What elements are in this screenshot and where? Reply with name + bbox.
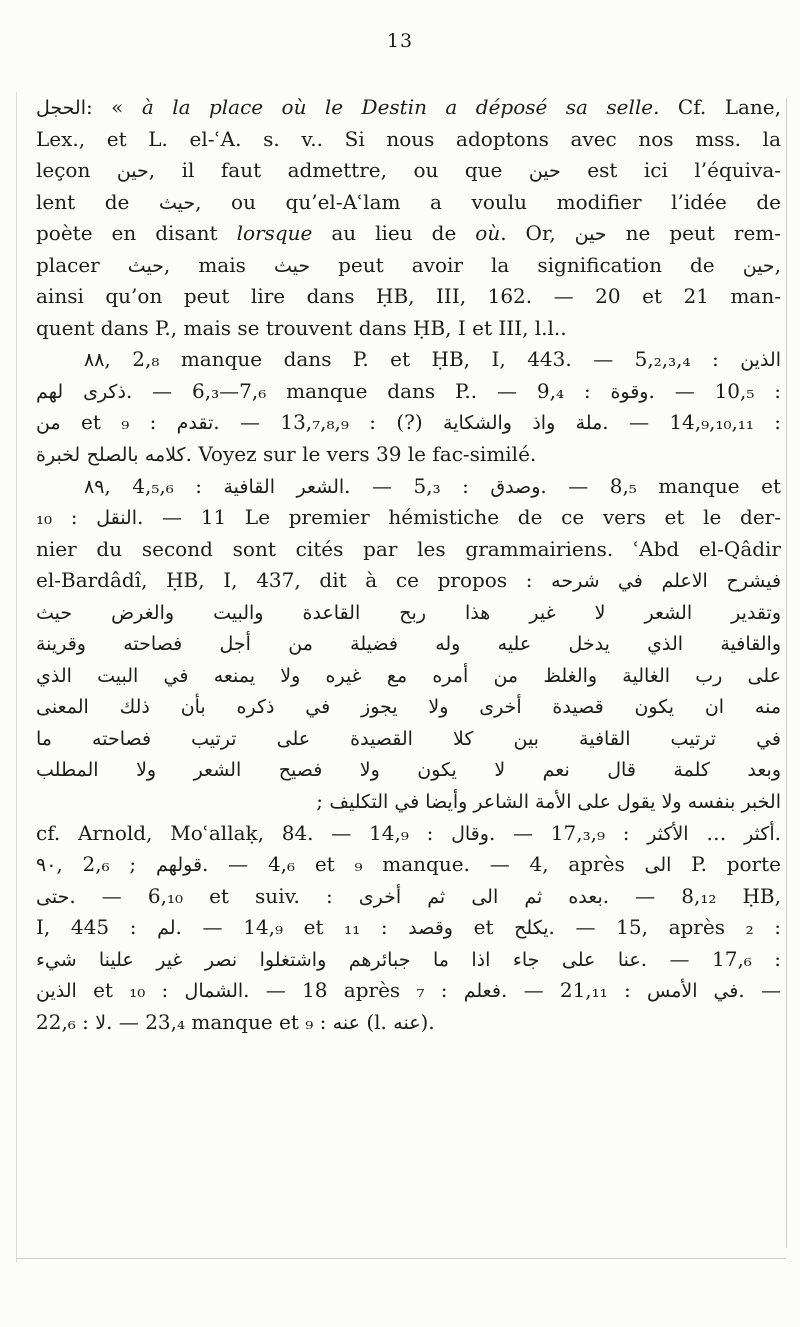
text-run: au lieu de [312,221,476,246]
text-line [36,250,781,282]
arabic-word: ٨٨ [84,349,105,372]
text-line [36,723,781,755]
footnotes-body [36,92,781,1038]
text-run: ; [316,789,330,814]
text-line [36,660,781,692]
arabic-word: في شرحه [551,570,643,593]
text-line [36,691,781,723]
text-run: , [774,252,781,277]
text-line [36,92,781,124]
text-run: , 2,₆ ; [56,852,156,877]
text-run [490,947,512,971]
text-run: . — 14,₉,₁₀,₁₁ : [602,410,781,435]
arabic-word: واذ [532,412,556,435]
text-run: . — 17,₆ : [640,946,781,971]
text-run [401,884,427,908]
text-line [36,471,781,503]
arabic-word: لخبرة [36,444,81,467]
arabic-word: النقل [96,507,137,530]
text-line [36,628,781,660]
arabic-word: والقافية الذي يدخل عليه وله فضيلة من أجل فصاحته وقرينة [36,633,781,656]
text-run [449,947,471,971]
arabic-word: حيث [127,254,164,277]
italic-text: où [475,221,501,246]
arabic-word: وصدق [490,475,541,498]
text-run: , il faut admettre, ou que [148,158,529,183]
arabic-word: بالصلح [86,444,139,467]
arabic-word: ذكرى [83,380,126,403]
text-run: peut avoir la signification de [310,252,743,277]
text-run [555,410,575,434]
arabic-word: فيشرح [726,570,781,593]
arabic-word: الخبر بنفسه ولا يقول على الأمة الشاعر وأيضا في التكليف [329,791,781,814]
text-line [36,786,781,818]
text-line [36,597,781,629]
arabic-word: عنه [332,1011,360,1034]
arabic-word: جاء [512,948,540,971]
text-run [542,884,568,908]
text-run [512,410,532,434]
text-run: et [452,915,515,940]
arabic-word: في الأمس [646,980,739,1003]
text-run: cf. Arnold, Moʿallaḳ, 84. — 14,₉ : [36,820,452,845]
arabic-word: الى [644,854,672,877]
text-line [36,975,781,1007]
arabic-word: عنه [393,1011,421,1034]
italic-text: à la place où le Destin a déposé sa selle. [141,95,660,119]
text-run: . — 8,₁₂ ḤB, [602,883,781,908]
text-run [708,568,727,592]
text-run: el-Bardâdî, ḤB, I, 437, dit à ce propos : [36,568,552,593]
arabic-word: اذا [471,948,491,971]
arabic-word: والشكاية [443,412,512,435]
arabic-word: لم [157,917,176,940]
text-run: 22,₆ : [36,1009,96,1034]
text-line [36,313,781,345]
arabic-word: جبائرهم [348,948,411,971]
text-run: , ou qu’el-Aʿlam a voulu modifier l’idée de [195,189,781,214]
text-run: . — 10,₅ : [648,378,781,403]
arabic-word: وقال [451,822,489,845]
text-run: . — 17,₃,₉ : [488,820,648,845]
arabic-word: لا [95,1011,107,1034]
arabic-word: علينا شيء [36,948,134,971]
text-run: . — 13,₇,₈,₉ : (?) [213,410,444,435]
text-run: . — 23,₄ manque et ₉ : [106,1009,333,1034]
text-run: . — 4,₆ et ₉ manque. — 4, après [202,852,645,877]
arabic-word: ملة [575,412,603,435]
arabic-word: الشمال [184,980,244,1003]
arabic-word: واشتغلوا [259,948,327,971]
arabic-word: أكثر [744,822,775,845]
arabic-word: ٩٠ [36,854,57,877]
text-run [182,947,204,971]
arabic-word: غير [156,948,183,971]
text-run: (l. [360,1009,394,1034]
text-run: P. porte [671,852,781,877]
text-run: . — [738,978,781,1003]
arabic-word: أخرى [358,885,402,908]
arabic-word: بعده [568,885,603,908]
text-run [275,474,297,498]
text-run [410,947,432,971]
text-run [326,947,348,971]
text-run: ainsi qu’on peut lire dans ḤB, III, 162. — 20 et 21 man- [36,284,781,309]
text-run: . — 21,₁₁ : [500,978,647,1003]
text-line [36,407,781,439]
text-line [36,187,781,219]
arabic-word: من [36,412,61,435]
arabic-word: وبعد كلمة قال نعم لا يكون ولا فصيح الشعر ولا المطلب [36,759,781,782]
arabic-word: ثم [524,885,543,908]
text-line [36,376,781,408]
text-line [36,881,781,913]
text-run: . Or, [500,221,575,246]
arabic-word: حين [528,160,561,183]
page-frame-left-rule [16,92,17,1262]
page-frame-right-rule [786,98,787,1248]
arabic-word: على رب الغالية والغلظ من أمره مع غيره ولا يمنعه في البيت الذي [36,664,781,687]
arabic-word: تقدم [176,412,214,435]
text-run: Lex., et L. el-ʿA. s. v.. Si nous adoptons avec nos mss. la [36,126,781,151]
text-line [36,344,781,376]
text-run: ne peut rem- [606,221,781,246]
text-run: . — 18 après ₇ : [243,978,464,1003]
arabic-word: الذين [740,349,781,372]
arabic-word: حيث [273,254,311,277]
text-line [36,218,781,250]
text-line [36,1007,781,1039]
text-line [36,912,781,944]
italic-text: lorsque [236,221,313,246]
arabic-word: نصر [204,948,238,971]
text-run [643,568,662,592]
text-run: . — 6,₁₀ et suiv. : [69,883,359,908]
arabic-word: ثم [427,885,446,908]
arabic-word: وتقدير الشعر لا غير هذا ربح القاعدة والبيت والغرض حيث [36,601,781,624]
text-run: . [774,820,781,845]
arabic-word: القافية [223,475,275,498]
arabic-word: يكلح [514,917,549,940]
text-run: ). [420,1009,435,1034]
text-run: . — 14,₉ et ₁₁ : [175,915,409,940]
text-line [36,944,781,976]
text-run [237,947,259,971]
text-run [445,884,471,908]
arabic-word: ٨٩ [84,475,105,498]
arabic-word: الأكثر [647,822,689,845]
text-run: est ici l’équiva- [560,158,781,183]
arabic-word: الذين [36,980,77,1003]
text-line [36,754,781,786]
page-number: 13 [386,30,414,52]
arabic-word: وقوة [610,380,649,403]
text-line [36,849,781,881]
text-run: . — 11 Le premier hémistiche de ce vers et le der- [137,505,781,530]
text-run: I, 445 : [36,915,158,940]
arabic-word: ما [432,948,449,971]
text-run: et ₉ : [60,410,177,435]
arabic-word: كلامه [144,444,186,467]
text-run: poète en disant [36,221,237,246]
text-run [595,947,617,971]
text-run: quent dans P., mais se trouvent dans ḤB, I et III, l.l.. [36,315,567,340]
text-line [36,124,781,156]
arabic-word: حين [116,160,149,183]
arabic-word: عنا [617,948,641,971]
text-line [36,281,781,313]
text-run: . — 5,₃ : [344,473,491,498]
arabic-word: الحجل [36,97,86,119]
text-run: . Voyez sur le vers 39 le fac-similé. [185,442,537,467]
arabic-word: الشعر [296,475,345,498]
text-line [36,818,781,850]
text-line [36,439,781,471]
arabic-word: فعلم [463,980,501,1003]
text-line [36,502,781,534]
arabic-word: حين [742,254,775,277]
arabic-word: الى [471,885,499,908]
arabic-word: على [561,948,596,971]
text-run: lent de [36,189,159,214]
text-run: . — 15, après ₂ : [548,915,781,940]
text-run: et ₁₀ : [76,978,185,1003]
text-run: . — 6,₃—7,₆ manque dans P.. — 9,₄ : [125,378,611,403]
text-run: : « [86,95,142,119]
text-run: leçon [36,158,117,183]
text-line [36,534,781,566]
text-run: , 4,₅,₆ : [104,473,224,498]
text-run: nier du second sont cités par les grammairiens. ʿAbd el-Qâdir [36,536,781,561]
text-run [539,947,561,971]
text-run [134,947,156,971]
arabic-word: حتى [36,885,70,908]
text-run: ₁₀ : [36,505,97,530]
arabic-word: حين [574,223,607,246]
text-run: placer [36,252,128,277]
text-run: , 2,₈ manque dans P. et ḤB, I, 443. — 5,₂,₃,₄ : [104,347,741,372]
page-frame-bottom-rule [16,1258,786,1259]
text-run: … [688,820,745,845]
text-run: . — 8,₅ manque et [540,473,781,498]
arabic-word: لهم [36,380,64,403]
arabic-word: وقصد [408,917,453,940]
text-run [63,379,83,403]
arabic-word: الاعلم [661,570,708,593]
arabic-word: قولهم [155,854,203,877]
text-line [36,155,781,187]
text-run: Cf. Lane, [659,95,781,119]
text-line [36,565,781,597]
arabic-word: في ترتيب القافية بين كلا القصيدة على ترتيب فصاحته ما [36,727,781,750]
text-run: , mais [163,252,274,277]
arabic-word: حيث [158,191,196,214]
arabic-word: منه ان يكون قصيدة أخرى ولا يجوز في ذكره بأن ذلك المعنى [36,696,781,719]
text-run [498,884,524,908]
